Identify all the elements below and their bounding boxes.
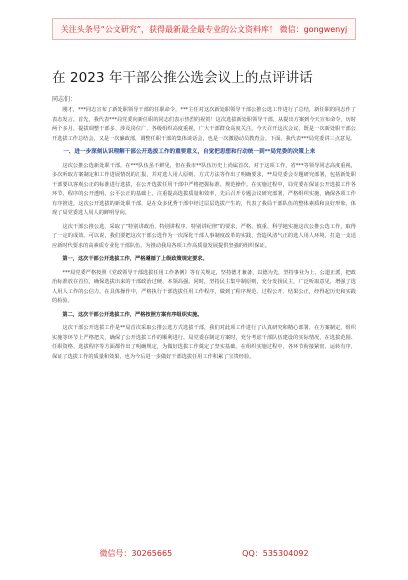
footer (0, 548, 408, 562)
section-heading: 一、进一步深刻认识理解干部公开选拔工作的重要意义，自觉把思想和行动统一到**局党委的决策上来 (63, 149, 316, 155)
promo-banner: 关注头条号“公文研究”，获得最新最全最专业的公文资料库！ 微信：gongwenyj (52, 18, 356, 40)
paragraph: 第一，这次干部公开选拔工作，严格遵循了上级政策规定要求。 (62, 256, 208, 262)
paragraph: ***局党委严格按照《党政领导干部选拔任用工作条例》等有关规定，坚持德才兼备、以德为先，坚持事业为上、公道正派，把政治标准放在首位，确保选拔出来的干部政治过硬、本领高强。同时，坚持民主集中制原则，充分发扬民主，广泛听取意见，增强了选人用人工作的公信力。在具体操作中，严格执行干部选拔任用工作程序，做到了程序规范、过程公开、结果公正，经得起历史和实践的检验。 (52, 269, 356, 304)
qq-contact: QQ：535304092 (242, 549, 309, 558)
paragraph: 刚才，***同志宣布了新处职领导干部的任职命令，***主任对这次新处职领导干部公推公选工作进行了总结，新任职的同志作了表态发言。首先，我代表***局党委向新任职的同志们表示热烈的祝贺！这次选拔新处职领导干部，从提出方案到今天宣布命令，历时两个多月，提拔调整干部多、涉及岗位广、各级组织高度重视，广大干部群众高度关注。今天召开这次会议，既是一次新处职干部公开选拔工作总结会，又是一次廉政部，调整任职干部的集体谈话会，也是一次激励动员教育会。下面，我代表***局党委讲三点意见。 (52, 107, 356, 142)
greeting: 同志们： (52, 96, 77, 103)
wechat-contact: 微信号：30265665 (99, 549, 173, 558)
paragraph: 这次干部公推公选，采取了“特别讲政治、特别讲程序、特别讲纪律”的要求，严格、慎重、科学地实施这次公推公选工作，取得了一定的成效。可以说，我们要把这次干部公选作为一次深化干部人事制度改革的实践，营造风清气正的选人用人环境，打造一支适应新时代要求的高素质专业化干部队伍，为推动我局各项工作高质量发展提供坚强的组织保证。 (52, 223, 356, 249)
page-title: 在 2023 年干部公推公选会议上的点评讲话 (52, 70, 313, 86)
paragraph: 这次干部公开选拔工作是**局首次采取公推公选方式选拔干部，我们对此项工作进行了认真研究和精心部署，在方案制定、组织实施等环节上严格把关，确保了公开选拔工作的顺利进行。局党委在制定方案时，充分考虑干部队伍建设的实际情况，在选拔范围、任职资格、选拔程序等方面都作出了明确规定，为做好选拔工作奠定了坚实基础。在组织实施过程中，各环节衔接紧密、运转有序，保证了选拔工作的质量和效果，也为今后进一步做好干部选拔任用工作积累了宝贵经验。 (52, 325, 356, 360)
paragraph: 这次公推公选新处职干部，在***队伍虽不鲜见，但在我市**队伍历史上尚属首次，对于这项工作，省***等领导同志高度重视，多次听取方案制定和工作进展情况的汇报，并对选人用人原则、方式方法等作出了明确要求，**局党委会专题研究部署，包括新处职干部要以客观公正的标准进行选拔，在公开选拔任用干部中严格把握标准、规范操作。在实施过程中，局党委在保证公开选拔工作各环节、程序的公开透明、公平公正的基础上，注重提高选拔质量和效率，先后召开专题会议研究部署，严格组织实施，确保各项工作有序推进。这次公开选拔的新处职干部，是在众多优秀干部中经过层层选拔产生的，代表了我局干部队伍的整体素质和良好形象，体现了局党委选人用人的鲜明导向。 (52, 162, 356, 216)
paragraph: 第二，这次干部公开选拔工作，严格按照方案有序组织实施。 (62, 311, 203, 318)
document-body (52, 106, 356, 366)
